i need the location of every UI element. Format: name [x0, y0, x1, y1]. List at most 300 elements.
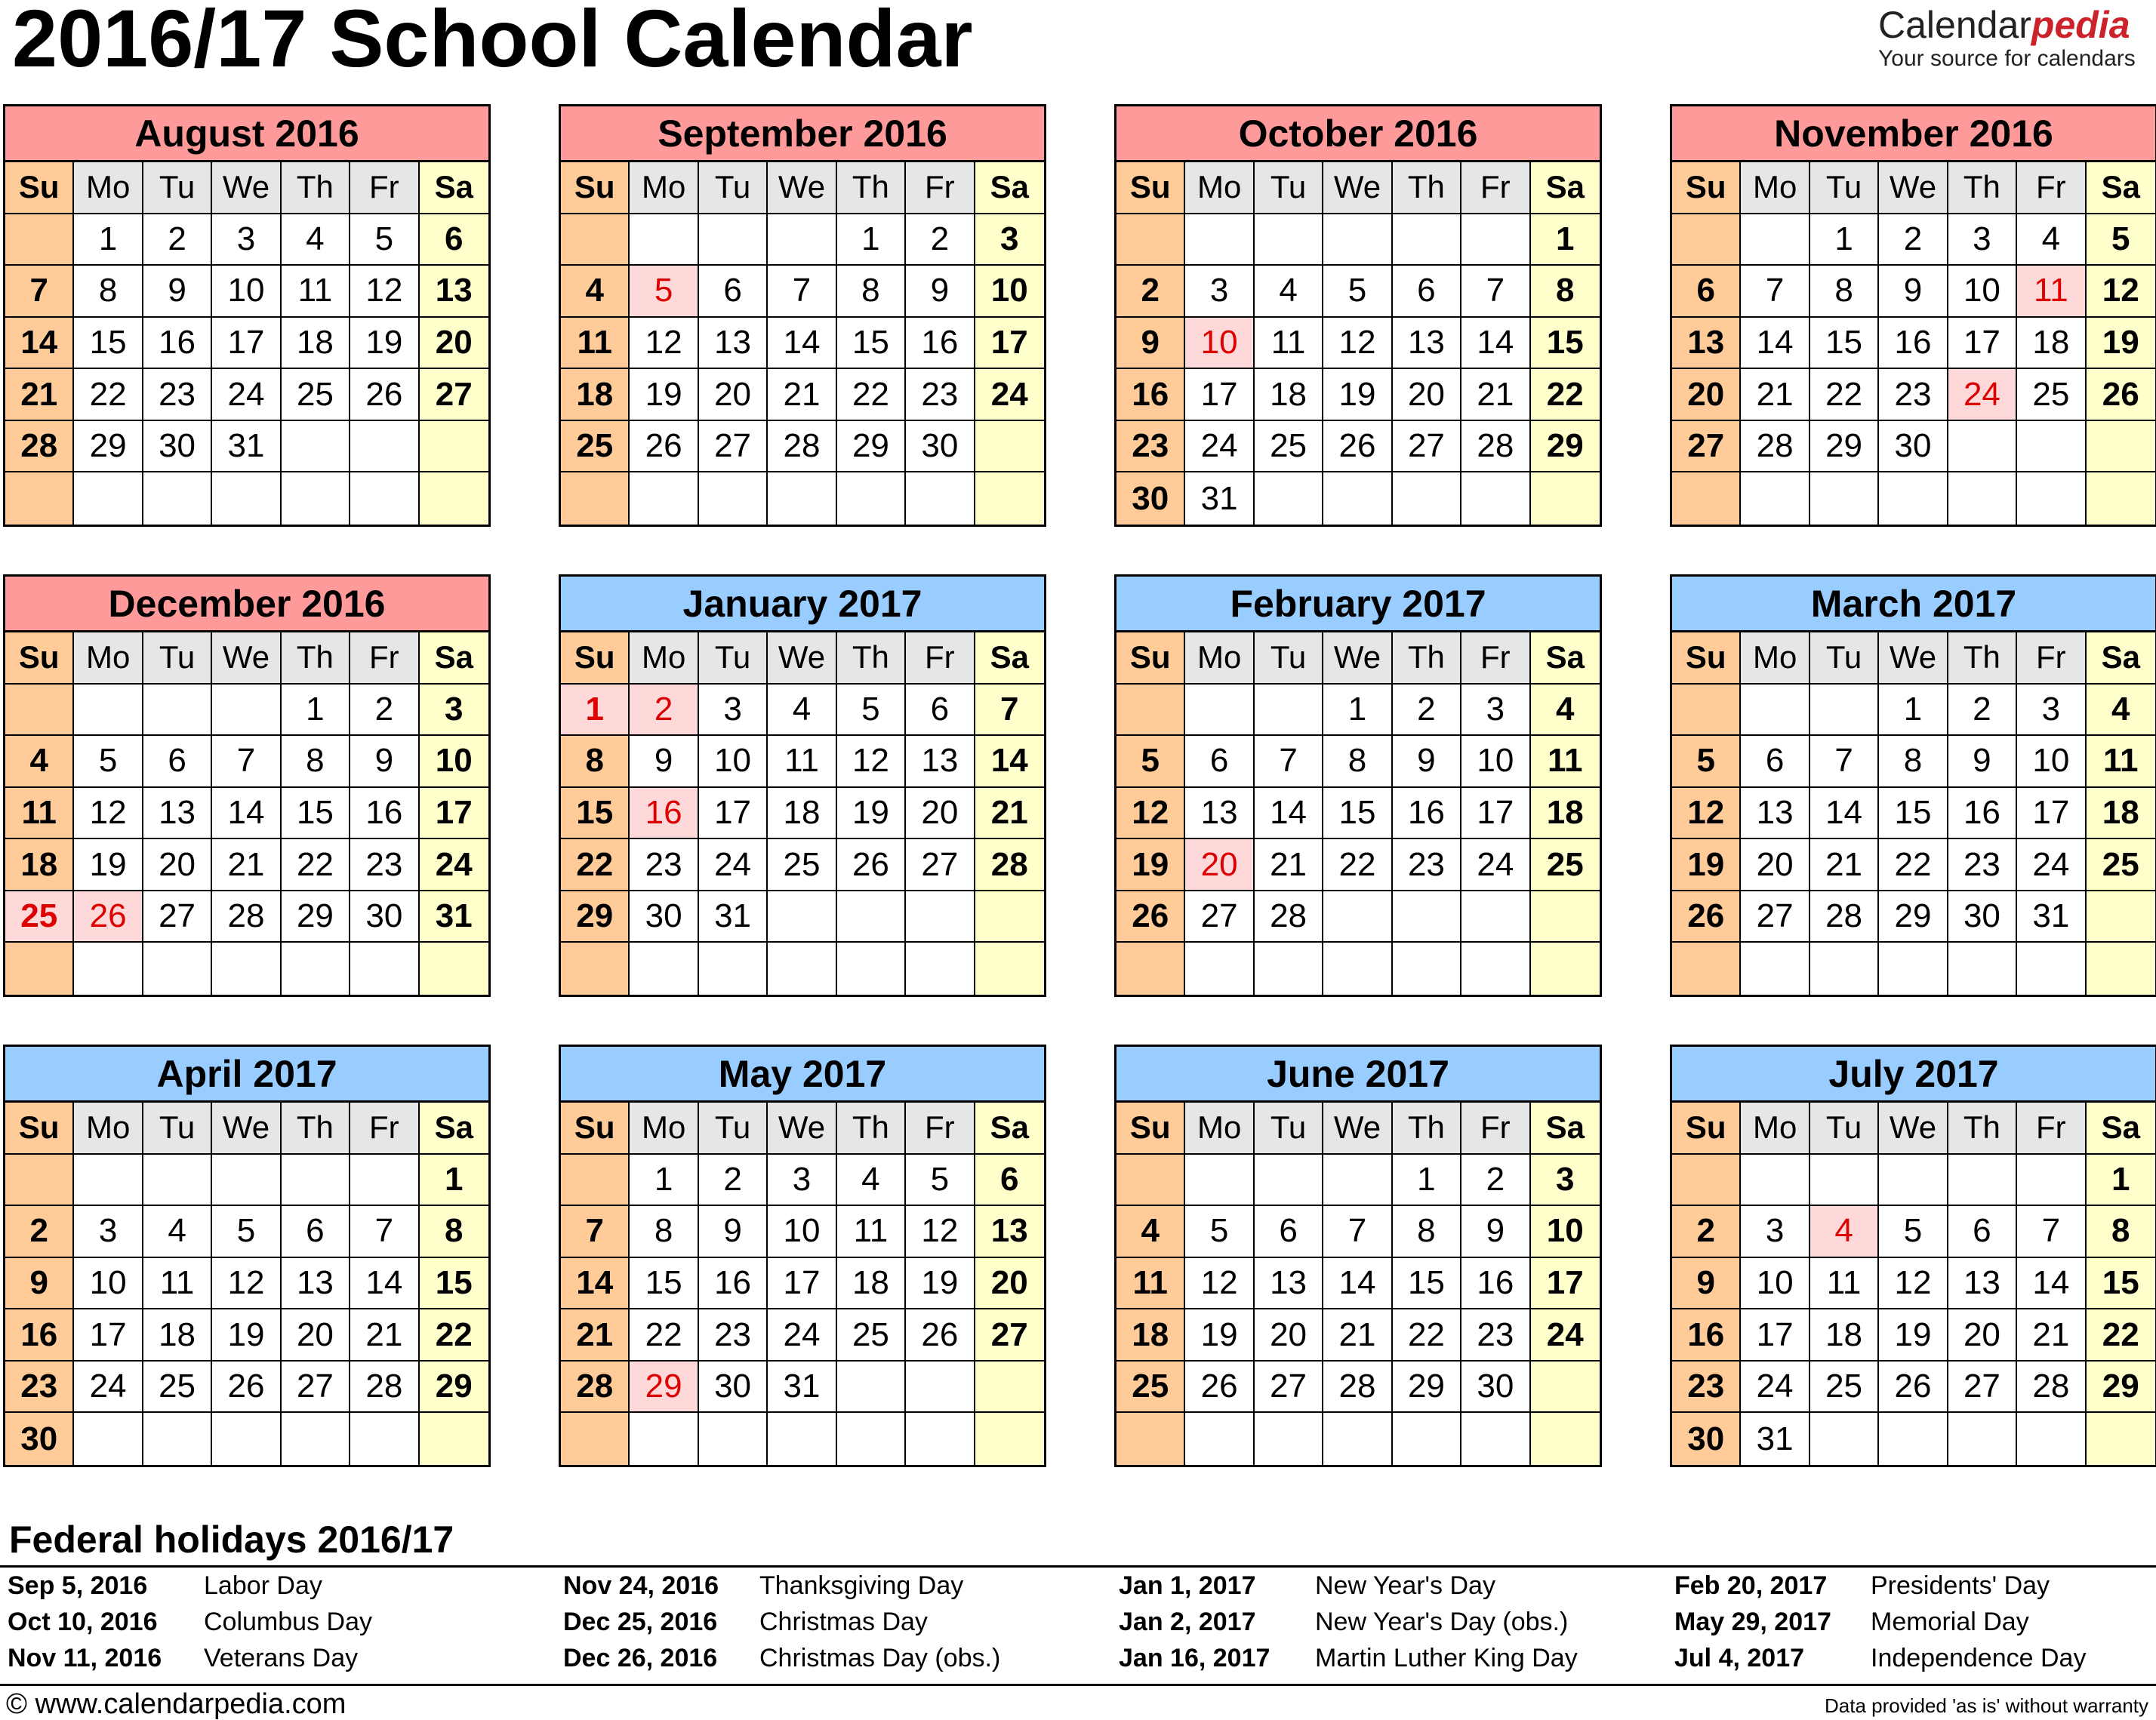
day-cell: 14	[1741, 318, 1810, 370]
day-cell: 30	[143, 421, 212, 473]
holiday-row	[1111, 1604, 1655, 1640]
weekday-header: Su	[5, 162, 74, 214]
weekday-header: Su	[561, 1103, 630, 1155]
day-cell: 16	[5, 1309, 74, 1362]
day-cell: 23	[1393, 839, 1461, 891]
month-days-grid	[1116, 632, 1600, 995]
day-cell: 27	[1672, 421, 1741, 473]
holiday-day-cell: 20	[1185, 839, 1254, 891]
day-cell: 29	[282, 891, 350, 943]
day-cell: 3	[74, 1206, 143, 1258]
weekday-header: Mo	[1741, 632, 1810, 685]
month-title: March 2017	[1672, 577, 2155, 632]
empty-day-cell	[630, 214, 698, 266]
day-cell: 10	[1461, 736, 1530, 788]
empty-day-cell	[1393, 1413, 1461, 1465]
empty-day-cell	[1672, 214, 1741, 266]
day-cell: 31	[768, 1362, 836, 1414]
brand-name-accent: pedia	[2031, 4, 2130, 46]
weekday-header: Mo	[1185, 632, 1254, 685]
empty-day-cell	[282, 1413, 350, 1465]
day-cell: 17	[1948, 318, 2017, 370]
day-cell: 22	[1810, 369, 1879, 421]
day-cell: 16	[699, 1258, 768, 1310]
empty-day-cell	[1531, 891, 1600, 943]
day-cell: 14	[2017, 1258, 2086, 1310]
day-cell: 24	[1741, 1362, 1810, 1414]
day-cell: 26	[1116, 891, 1185, 943]
weekday-header: Sa	[975, 1103, 1044, 1155]
weekday-header: Fr	[1461, 1103, 1530, 1155]
empty-day-cell	[975, 1413, 1044, 1465]
holiday-day-cell: 16	[630, 788, 698, 840]
day-cell: 30	[630, 891, 698, 943]
day-cell: 7	[975, 685, 1044, 737]
weekday-header: Su	[561, 162, 630, 214]
day-cell: 24	[975, 369, 1044, 421]
weekday-header: Fr	[2017, 1103, 2086, 1155]
day-cell: 31	[1185, 472, 1254, 525]
empty-day-cell	[1185, 214, 1254, 266]
holiday-name: New Year's Day (obs.)	[1315, 1608, 1569, 1636]
empty-day-cell	[1879, 1413, 1948, 1465]
weekday-header: We	[212, 1103, 281, 1155]
day-cell: 23	[1461, 1309, 1530, 1362]
day-cell: 8	[282, 736, 350, 788]
empty-day-cell	[975, 1362, 1044, 1414]
day-cell: 1	[1323, 685, 1392, 737]
day-cell: 8	[420, 1206, 488, 1258]
day-cell: 11	[1810, 1258, 1879, 1310]
day-cell: 4	[768, 685, 836, 737]
empty-day-cell	[350, 1155, 419, 1207]
day-cell: 9	[350, 736, 419, 788]
holiday-name: Columbus Day	[204, 1608, 372, 1636]
weekday-header: We	[212, 632, 281, 685]
day-cell: 9	[699, 1206, 768, 1258]
brand-logo	[1878, 3, 2150, 71]
empty-day-cell	[1672, 472, 1741, 525]
day-cell: 5	[906, 1155, 975, 1207]
holiday-name: Memorial Day	[1871, 1608, 2029, 1636]
day-cell: 3	[975, 214, 1044, 266]
day-cell: 11	[1531, 736, 1600, 788]
day-cell: 9	[143, 266, 212, 318]
day-cell: 26	[212, 1362, 281, 1414]
empty-day-cell	[1393, 943, 1461, 995]
month-days-grid	[561, 1103, 1044, 1465]
empty-day-cell	[2087, 472, 2155, 525]
day-cell: 30	[5, 1413, 74, 1465]
day-cell: 17	[212, 318, 281, 370]
day-cell: 15	[1323, 788, 1392, 840]
weekday-header: Tu	[1810, 632, 1879, 685]
day-cell: 10	[2017, 736, 2086, 788]
empty-day-cell	[1393, 891, 1461, 943]
day-cell: 16	[1672, 1309, 1741, 1362]
day-cell: 13	[1255, 1258, 1323, 1310]
day-cell: 3	[1741, 1206, 1810, 1258]
day-cell: 19	[2087, 318, 2155, 370]
weekday-header: Fr	[1461, 162, 1530, 214]
holiday-row	[556, 1604, 1099, 1640]
holiday-row	[1111, 1568, 1655, 1604]
day-cell: 6	[420, 214, 488, 266]
day-cell: 28	[1810, 891, 1879, 943]
empty-day-cell	[1323, 1155, 1392, 1207]
empty-day-cell	[350, 472, 419, 525]
weekday-header: Fr	[906, 1103, 975, 1155]
empty-day-cell	[1185, 1413, 1254, 1465]
weekday-header: We	[212, 162, 281, 214]
weekday-header: Th	[282, 632, 350, 685]
month-title: October 2016	[1116, 106, 1600, 162]
day-cell: 28	[1255, 891, 1323, 943]
day-cell: 30	[906, 421, 975, 473]
empty-day-cell	[1255, 214, 1323, 266]
day-cell: 19	[74, 839, 143, 891]
day-cell: 31	[2017, 891, 2086, 943]
day-cell: 1	[630, 1155, 698, 1207]
empty-day-cell	[1672, 685, 1741, 737]
empty-day-cell	[906, 1413, 975, 1465]
day-cell: 2	[5, 1206, 74, 1258]
footer-disclaimer: Data provided 'as is' without warranty	[1824, 1694, 2148, 1717]
weekday-header: Th	[282, 1103, 350, 1155]
empty-day-cell	[1255, 685, 1323, 737]
day-cell: 16	[1879, 318, 1948, 370]
weekday-header: Th	[1948, 1103, 2017, 1155]
month-calendar	[559, 104, 1046, 527]
day-cell: 19	[1672, 839, 1741, 891]
day-cell: 12	[350, 266, 419, 318]
empty-day-cell	[1810, 943, 1879, 995]
day-cell: 25	[1531, 839, 1600, 891]
holiday-name: Veterans Day	[204, 1644, 359, 1672]
day-cell: 28	[768, 421, 836, 473]
weekday-header: Sa	[1531, 632, 1600, 685]
day-cell: 8	[1323, 736, 1392, 788]
day-cell: 21	[975, 788, 1044, 840]
day-cell: 8	[74, 266, 143, 318]
weekday-header: We	[1879, 162, 1948, 214]
day-cell: 25	[282, 369, 350, 421]
day-cell: 3	[2017, 685, 2086, 737]
empty-day-cell	[1116, 1413, 1185, 1465]
day-cell: 8	[1531, 266, 1600, 318]
day-cell: 3	[212, 214, 281, 266]
day-cell: 15	[1531, 318, 1600, 370]
empty-day-cell	[212, 943, 281, 995]
holiday-row	[1667, 1604, 2156, 1640]
holiday-date: Dec 26, 2016	[563, 1644, 718, 1672]
weekday-header: Su	[561, 632, 630, 685]
empty-day-cell	[212, 1155, 281, 1207]
day-cell: 29	[2087, 1362, 2155, 1414]
day-cell: 20	[143, 839, 212, 891]
day-cell: 1	[837, 214, 906, 266]
empty-day-cell	[5, 943, 74, 995]
weekday-header: Su	[1116, 632, 1185, 685]
day-cell: 23	[5, 1362, 74, 1414]
weekday-header: Fr	[2017, 632, 2086, 685]
month-calendar	[559, 1045, 1046, 1467]
day-cell: 24	[420, 839, 488, 891]
empty-day-cell	[1393, 214, 1461, 266]
month-calendar	[1114, 574, 1602, 997]
day-cell: 25	[837, 1309, 906, 1362]
empty-day-cell	[1672, 1155, 1741, 1207]
day-cell: 23	[1116, 421, 1185, 473]
weekday-header: Th	[1948, 632, 2017, 685]
day-cell: 7	[561, 1206, 630, 1258]
day-cell: 10	[975, 266, 1044, 318]
empty-day-cell	[212, 1413, 281, 1465]
day-cell: 30	[699, 1362, 768, 1414]
day-cell: 17	[1461, 788, 1530, 840]
empty-day-cell	[1255, 943, 1323, 995]
empty-day-cell	[1741, 943, 1810, 995]
day-cell: 20	[1741, 839, 1810, 891]
weekday-header: Sa	[1531, 1103, 1600, 1155]
day-cell: 13	[1948, 1258, 2017, 1310]
day-cell: 12	[2087, 266, 2155, 318]
day-cell: 22	[561, 839, 630, 891]
weekday-header: We	[1879, 1103, 1948, 1155]
day-cell: 3	[1185, 266, 1254, 318]
day-cell: 5	[74, 736, 143, 788]
empty-day-cell	[768, 214, 836, 266]
day-cell: 12	[906, 1206, 975, 1258]
holiday-name: Labor Day	[204, 1571, 322, 1600]
empty-day-cell	[2087, 421, 2155, 473]
day-cell: 16	[1948, 788, 2017, 840]
day-cell: 23	[906, 369, 975, 421]
day-cell: 20	[1948, 1309, 2017, 1362]
weekday-header: Tu	[699, 1103, 768, 1155]
empty-day-cell	[768, 1413, 836, 1465]
weekday-header: Su	[5, 1103, 74, 1155]
day-cell: 25	[768, 839, 836, 891]
day-cell: 26	[837, 839, 906, 891]
month-title: September 2016	[561, 106, 1044, 162]
day-cell: 21	[5, 369, 74, 421]
day-cell: 13	[906, 736, 975, 788]
weekday-header: Su	[1116, 162, 1185, 214]
empty-day-cell	[74, 685, 143, 737]
weekday-header: Fr	[2017, 162, 2086, 214]
weekday-header: Tu	[1810, 162, 1879, 214]
day-cell: 20	[1255, 1309, 1323, 1362]
day-cell: 29	[1531, 421, 1600, 473]
day-cell: 19	[350, 318, 419, 370]
day-cell: 29	[1810, 421, 1879, 473]
day-cell: 2	[906, 214, 975, 266]
day-cell: 27	[1741, 891, 1810, 943]
day-cell: 18	[837, 1258, 906, 1310]
empty-day-cell	[561, 1155, 630, 1207]
empty-day-cell	[1116, 943, 1185, 995]
weekday-header: Th	[1393, 632, 1461, 685]
empty-day-cell	[2087, 943, 2155, 995]
day-cell: 14	[1461, 318, 1530, 370]
day-cell: 17	[975, 318, 1044, 370]
day-cell: 25	[2017, 369, 2086, 421]
day-cell: 8	[1810, 266, 1879, 318]
day-cell: 18	[282, 318, 350, 370]
empty-day-cell	[1672, 943, 1741, 995]
day-cell: 2	[1461, 1155, 1530, 1207]
day-cell: 15	[2087, 1258, 2155, 1310]
day-cell: 4	[1255, 266, 1323, 318]
day-cell: 4	[2017, 214, 2086, 266]
day-cell: 7	[1810, 736, 1879, 788]
empty-day-cell	[212, 472, 281, 525]
holiday-row	[556, 1568, 1099, 1604]
day-cell: 6	[143, 736, 212, 788]
day-cell: 10	[1948, 266, 2017, 318]
empty-day-cell	[1741, 1155, 1810, 1207]
day-cell: 11	[561, 318, 630, 370]
day-cell: 30	[1948, 891, 2017, 943]
holiday-row	[1667, 1640, 2156, 1676]
day-cell: 29	[1879, 891, 1948, 943]
weekday-header: Th	[837, 162, 906, 214]
day-cell: 3	[699, 685, 768, 737]
empty-day-cell	[5, 214, 74, 266]
day-cell: 12	[212, 1258, 281, 1310]
month-title: December 2016	[5, 577, 488, 632]
weekday-header: We	[1323, 632, 1392, 685]
empty-day-cell	[2087, 1413, 2155, 1465]
empty-day-cell	[630, 943, 698, 995]
day-cell: 18	[561, 369, 630, 421]
day-cell: 3	[1531, 1155, 1600, 1207]
day-cell: 9	[5, 1258, 74, 1310]
day-cell: 26	[1323, 421, 1392, 473]
holidays-column	[1667, 1568, 2156, 1684]
day-cell: 14	[1255, 788, 1323, 840]
empty-day-cell	[975, 472, 1044, 525]
day-cell: 10	[1741, 1258, 1810, 1310]
empty-day-cell	[768, 891, 836, 943]
empty-day-cell	[143, 1155, 212, 1207]
day-cell: 1	[1879, 685, 1948, 737]
month-calendar	[3, 1045, 491, 1467]
day-cell: 7	[768, 266, 836, 318]
day-cell: 20	[975, 1258, 1044, 1310]
holiday-day-cell: 1	[561, 685, 630, 737]
day-cell: 7	[212, 736, 281, 788]
day-cell: 23	[699, 1309, 768, 1362]
day-cell: 21	[212, 839, 281, 891]
day-cell: 4	[1116, 1206, 1185, 1258]
empty-day-cell	[2087, 891, 2155, 943]
holiday-name: Independence Day	[1871, 1644, 2087, 1672]
day-cell: 15	[420, 1258, 488, 1310]
day-cell: 13	[420, 266, 488, 318]
day-cell: 17	[1185, 369, 1254, 421]
weekday-header: Su	[5, 632, 74, 685]
day-cell: 16	[143, 318, 212, 370]
day-cell: 27	[975, 1309, 1044, 1362]
day-cell: 20	[1672, 369, 1741, 421]
month-days-grid	[1116, 162, 1600, 525]
holiday-date: Oct 10, 2016	[8, 1608, 158, 1636]
day-cell: 18	[1810, 1309, 1879, 1362]
day-cell: 25	[561, 421, 630, 473]
weekday-header: Mo	[630, 632, 698, 685]
day-cell: 15	[1810, 318, 1879, 370]
day-cell: 3	[420, 685, 488, 737]
day-cell: 24	[74, 1362, 143, 1414]
day-cell: 6	[975, 1155, 1044, 1207]
month-days-grid	[561, 162, 1044, 525]
weekday-header: Sa	[2087, 162, 2155, 214]
day-cell: 7	[2017, 1206, 2086, 1258]
day-cell: 23	[350, 839, 419, 891]
day-cell: 22	[2087, 1309, 2155, 1362]
empty-day-cell	[561, 943, 630, 995]
day-cell: 11	[143, 1258, 212, 1310]
day-cell: 8	[1393, 1206, 1461, 1258]
empty-day-cell	[1531, 472, 1600, 525]
holiday-date: Jan 2, 2017	[1119, 1608, 1256, 1636]
weekday-header: Sa	[2087, 1103, 2155, 1155]
month-title: January 2017	[561, 577, 1044, 632]
empty-day-cell	[1461, 891, 1530, 943]
day-cell: 27	[282, 1362, 350, 1414]
month-title: February 2017	[1116, 577, 1600, 632]
day-cell: 13	[1741, 788, 1810, 840]
empty-day-cell	[837, 891, 906, 943]
day-cell: 12	[1879, 1258, 1948, 1310]
day-cell: 6	[1393, 266, 1461, 318]
day-cell: 1	[74, 214, 143, 266]
day-cell: 22	[1393, 1309, 1461, 1362]
weekday-header: Mo	[74, 1103, 143, 1155]
day-cell: 21	[1255, 839, 1323, 891]
day-cell: 16	[1461, 1258, 1530, 1310]
empty-day-cell	[74, 1413, 143, 1465]
empty-day-cell	[1461, 943, 1530, 995]
day-cell: 6	[1255, 1206, 1323, 1258]
day-cell: 20	[699, 369, 768, 421]
day-cell: 6	[282, 1206, 350, 1258]
day-cell: 8	[837, 266, 906, 318]
empty-day-cell	[5, 472, 74, 525]
empty-day-cell	[282, 1155, 350, 1207]
day-cell: 15	[837, 318, 906, 370]
day-cell: 30	[1461, 1362, 1530, 1414]
day-cell: 20	[282, 1309, 350, 1362]
empty-day-cell	[1810, 685, 1879, 737]
weekday-header: Su	[1116, 1103, 1185, 1155]
holiday-day-cell: 29	[630, 1362, 698, 1414]
empty-day-cell	[1323, 891, 1392, 943]
empty-day-cell	[1741, 214, 1810, 266]
day-cell: 24	[699, 839, 768, 891]
day-cell: 5	[1185, 1206, 1254, 1258]
day-cell: 4	[837, 1155, 906, 1207]
day-cell: 22	[630, 1309, 698, 1362]
empty-day-cell	[420, 1413, 488, 1465]
day-cell: 25	[1810, 1362, 1879, 1414]
day-cell: 29	[837, 421, 906, 473]
holiday-name: Presidents' Day	[1871, 1571, 2050, 1600]
day-cell: 10	[212, 266, 281, 318]
day-cell: 8	[1879, 736, 1948, 788]
